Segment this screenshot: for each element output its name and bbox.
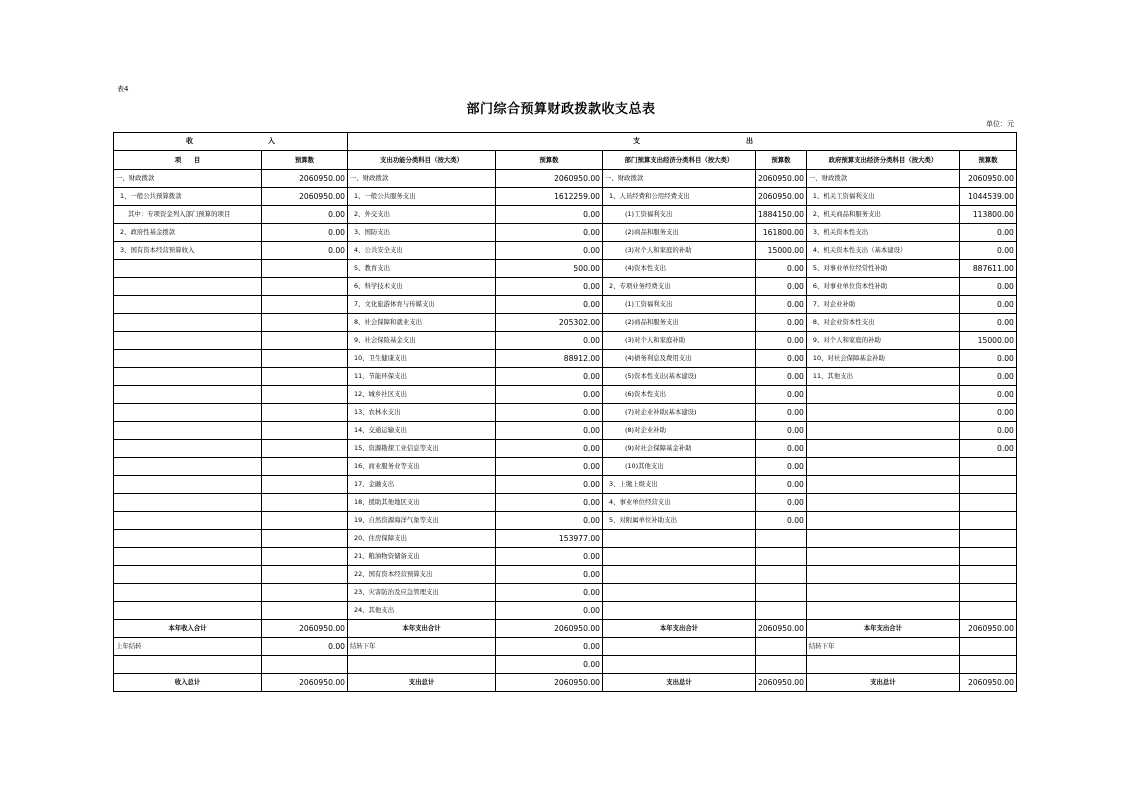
budget-amount-cell: [959, 656, 1016, 674]
budget-amount-cell: 887611.00: [959, 260, 1016, 278]
item-label-cell: [603, 566, 756, 584]
item-label-cell: [806, 602, 959, 620]
item-label-cell: [114, 422, 262, 440]
item-label-cell: (3)对个人和家庭补助: [603, 332, 756, 350]
item-label-cell: 21、粮油物资储备支出: [348, 548, 496, 566]
table-row: [114, 332, 1017, 350]
item-label-cell: 一、财政拨款: [348, 170, 496, 188]
budget-amount-cell: [262, 602, 348, 620]
item-label-cell: [114, 278, 262, 296]
budget-amount-cell: [756, 638, 807, 656]
item-label-cell: [806, 404, 959, 422]
item-label-cell: (4)债务利息及费用支出: [603, 350, 756, 368]
item-label-cell: (5)资本性支出(基本建设): [603, 368, 756, 386]
item-label-cell: 支出总计: [348, 674, 496, 692]
income-section-header: [114, 133, 348, 151]
item-label-cell: (2)商品和服务支出: [603, 314, 756, 332]
table-row: [114, 206, 1017, 224]
table-row: [114, 386, 1017, 404]
item-label-cell: 12、城乡社区支出: [348, 386, 496, 404]
item-label-cell: [114, 368, 262, 386]
budget-amount-cell: [959, 476, 1016, 494]
item-label-cell: 10、对社会保障基金补助: [806, 350, 959, 368]
expense-header-char-2: 出: [746, 137, 753, 145]
budget-amount-cell: 0.00: [496, 332, 603, 350]
budget-amount-cell: 0.00: [756, 386, 807, 404]
budget-amount-cell: [756, 584, 807, 602]
item-label-cell: 7、对企业补助: [806, 296, 959, 314]
budget-amount-cell: [262, 350, 348, 368]
item-label-cell: 3、上缴上级支出: [603, 476, 756, 494]
item-label-cell: [806, 422, 959, 440]
item-label-cell: 23、灾害防治及应急管理支出: [348, 584, 496, 602]
item-label-cell: [806, 440, 959, 458]
budget-amount-cell: [262, 476, 348, 494]
item-label-cell: (1)工资福利支出: [603, 206, 756, 224]
item-label-cell: [114, 458, 262, 476]
item-label-cell: 14、交通运输支出: [348, 422, 496, 440]
table-row: [114, 296, 1017, 314]
budget-amount-cell: [262, 548, 348, 566]
budget-amount-cell: 0.00: [959, 224, 1016, 242]
budget-amount-cell: 0.00: [496, 386, 603, 404]
item-label-cell: 1、一般公共服务支出: [348, 188, 496, 206]
item-label-cell: 收入总计: [114, 674, 262, 692]
item-label-cell: [114, 332, 262, 350]
item-label-cell: 1、人员经费和公用经费支出: [603, 188, 756, 206]
budget-amount-cell: 2060950.00: [262, 674, 348, 692]
item-label-cell: 1、一般公共预算拨款: [114, 188, 262, 206]
budget-amount-cell: 0.00: [262, 242, 348, 260]
item-label-cell: 6、科学技术支出: [348, 278, 496, 296]
item-label-cell: 22、国有资本经营预算支出: [348, 566, 496, 584]
table-row: [114, 224, 1017, 242]
unit-label: 单位：元: [986, 120, 1014, 128]
budget-amount-cell: 0.00: [496, 440, 603, 458]
budget-amount-cell: [262, 386, 348, 404]
item-label-cell: [114, 530, 262, 548]
table-row: [114, 530, 1017, 548]
column-header: 部门预算支出经济分类科目（按大类）: [603, 151, 756, 170]
item-label-cell: [114, 656, 262, 674]
budget-amount-cell: 2060950.00: [959, 620, 1016, 638]
item-label-cell: 5、教育支出: [348, 260, 496, 278]
budget-amount-cell: 1612259.00: [496, 188, 603, 206]
item-label-cell: 17、金融支出: [348, 476, 496, 494]
budget-amount-cell: 0.00: [262, 638, 348, 656]
item-label-cell: 结转下年: [348, 638, 496, 656]
budget-amount-cell: 0.00: [496, 638, 603, 656]
table-number-label: 表4: [117, 85, 129, 93]
budget-amount-cell: 0.00: [756, 278, 807, 296]
budget-amount-cell: 0.00: [756, 404, 807, 422]
item-label-cell: 15、资源勘探工业信息等支出: [348, 440, 496, 458]
item-label-cell: 支出总计: [603, 674, 756, 692]
item-label-cell: 18、援助其他地区支出: [348, 494, 496, 512]
budget-amount-cell: 0.00: [959, 422, 1016, 440]
budget-amount-cell: 0.00: [959, 404, 1016, 422]
budget-amount-cell: 0.00: [496, 242, 603, 260]
budget-amount-cell: [262, 260, 348, 278]
item-label-cell: [114, 476, 262, 494]
item-label-cell: [114, 296, 262, 314]
table-row: [114, 422, 1017, 440]
item-label-cell: [806, 494, 959, 512]
budget-amount-cell: [756, 566, 807, 584]
budget-amount-cell: [262, 332, 348, 350]
item-label-cell: 一、财政拨款: [114, 170, 262, 188]
item-label-cell: 13、农林水支出: [348, 404, 496, 422]
budget-amount-cell: 0.00: [959, 278, 1016, 296]
table-row: [114, 458, 1017, 476]
budget-amount-cell: 0.00: [496, 224, 603, 242]
item-label-cell: [348, 656, 496, 674]
budget-amount-cell: [262, 314, 348, 332]
budget-amount-cell: 0.00: [756, 350, 807, 368]
budget-amount-cell: [262, 296, 348, 314]
item-label-cell: 10、卫生健康支出: [348, 350, 496, 368]
item-label-cell: 6、对事业单位资本性补助: [806, 278, 959, 296]
item-label-cell: [114, 440, 262, 458]
budget-amount-cell: 0.00: [756, 494, 807, 512]
budget-amount-cell: [756, 530, 807, 548]
item-label-cell: [114, 512, 262, 530]
item-label-cell: 11、节能环保支出: [348, 368, 496, 386]
expense-header-char-1: 支: [633, 137, 640, 145]
item-label-cell: (10)其他支出: [603, 458, 756, 476]
budget-amount-cell: 0.00: [496, 422, 603, 440]
budget-amount-cell: 0.00: [756, 476, 807, 494]
item-label-cell: (2)商品和服务支出: [603, 224, 756, 242]
section-header-row: [114, 133, 1017, 151]
budget-amount-cell: 0.00: [756, 296, 807, 314]
item-label-cell: [114, 602, 262, 620]
budget-amount-cell: [756, 656, 807, 674]
item-label-cell: [806, 566, 959, 584]
budget-amount-cell: 0.00: [756, 314, 807, 332]
item-label-cell: 4、事业单位经营支出: [603, 494, 756, 512]
item-label-cell: 结转下年: [806, 638, 959, 656]
column-header: 预算数: [262, 151, 348, 170]
item-label-cell: (7)对企业补助(基本建设): [603, 404, 756, 422]
budget-amount-cell: [262, 278, 348, 296]
item-label-cell: (1)工资福利支出: [603, 296, 756, 314]
carry-row: [114, 638, 1017, 656]
budget-amount-cell: [959, 566, 1016, 584]
budget-amount-cell: [959, 602, 1016, 620]
item-label-cell: 2、政府性基金拨款: [114, 224, 262, 242]
budget-amount-cell: 0.00: [756, 368, 807, 386]
budget-amount-cell: 153977.00: [496, 530, 603, 548]
budget-amount-cell: 2060950.00: [959, 674, 1016, 692]
table-row: [114, 512, 1017, 530]
table-row: [114, 584, 1017, 602]
budget-amount-cell: 0.00: [262, 224, 348, 242]
item-label-cell: 9、社会保险基金支出: [348, 332, 496, 350]
item-label-cell: [806, 386, 959, 404]
expense-section-header: [348, 133, 1017, 151]
table-row: [114, 278, 1017, 296]
table-row: [114, 188, 1017, 206]
item-label-cell: [603, 530, 756, 548]
item-label-cell: [806, 548, 959, 566]
budget-amount-cell: [262, 422, 348, 440]
item-label-cell: 8、对企业资本性支出: [806, 314, 959, 332]
table-row: [114, 170, 1017, 188]
column-header: 预算数: [756, 151, 807, 170]
budget-amount-cell: 0.00: [496, 656, 603, 674]
table-row: [114, 566, 1017, 584]
budget-amount-cell: 0.00: [756, 440, 807, 458]
table-row: [114, 350, 1017, 368]
item-label-cell: 19、自然资源海洋气象等支出: [348, 512, 496, 530]
item-label-cell: 3、国防支出: [348, 224, 496, 242]
column-header: 政府预算支出经济分类科目（按大类）: [806, 151, 959, 170]
budget-amount-cell: 0.00: [756, 332, 807, 350]
table-row: [114, 404, 1017, 422]
item-label-cell: 2、专项业务经费支出: [603, 278, 756, 296]
budget-amount-cell: 113800.00: [959, 206, 1016, 224]
budget-amount-cell: 88912.00: [496, 350, 603, 368]
budget-amount-cell: 0.00: [756, 260, 807, 278]
item-label-cell: (8)对企业补助: [603, 422, 756, 440]
budget-amount-cell: [262, 584, 348, 602]
budget-amount-cell: 0.00: [756, 422, 807, 440]
item-label-cell: [806, 656, 959, 674]
income-header-char-2: 入: [268, 137, 275, 145]
budget-amount-cell: 2060950.00: [959, 170, 1016, 188]
budget-amount-cell: [262, 458, 348, 476]
budget-amount-cell: 0.00: [959, 440, 1016, 458]
budget-amount-cell: [262, 368, 348, 386]
page-title: 部门综合预算财政拨款收支总表: [466, 102, 656, 117]
item-label-cell: 3、机关资本性支出: [806, 224, 959, 242]
annual-total-row: [114, 620, 1017, 638]
item-label-cell: [114, 494, 262, 512]
budget-amount-cell: 0.00: [959, 296, 1016, 314]
item-label-cell: [603, 656, 756, 674]
item-label-cell: 1、机关工资福利支出: [806, 188, 959, 206]
budget-amount-cell: 500.00: [496, 260, 603, 278]
table-row: [114, 548, 1017, 566]
table-row: [114, 602, 1017, 620]
item-label-cell: 一、财政拨款: [603, 170, 756, 188]
item-label-cell: 2、机关商品和服务支出: [806, 206, 959, 224]
item-label-cell: 16、商业服务业等支出: [348, 458, 496, 476]
budget-amount-cell: [959, 548, 1016, 566]
item-label-cell: [806, 584, 959, 602]
table-row: [114, 242, 1017, 260]
budget-amount-cell: [959, 512, 1016, 530]
budget-amount-cell: 2060950.00: [496, 674, 603, 692]
item-label-cell: 5、对附属单位补助支出: [603, 512, 756, 530]
item-label-cell: 本年支出合计: [806, 620, 959, 638]
item-label-cell: (4)资本性支出: [603, 260, 756, 278]
item-label-cell: 7、文化旅游体育与传媒支出: [348, 296, 496, 314]
item-label-cell: (3)对个人和家庭的补助: [603, 242, 756, 260]
budget-amount-cell: 15000.00: [756, 242, 807, 260]
budget-amount-cell: 0.00: [496, 548, 603, 566]
item-label-cell: 其中：专项资金列入部门预算的项目: [114, 206, 262, 224]
budget-amount-cell: 0.00: [496, 296, 603, 314]
budget-amount-cell: [262, 656, 348, 674]
budget-amount-cell: 205302.00: [496, 314, 603, 332]
budget-amount-cell: 0.00: [959, 386, 1016, 404]
item-label-cell: 11、其他支出: [806, 368, 959, 386]
item-label-cell: 4、机关资本性支出（基本建设）: [806, 242, 959, 260]
budget-amount-cell: 0.00: [756, 512, 807, 530]
item-label-cell: 上年结转: [114, 638, 262, 656]
table-row: [114, 260, 1017, 278]
budget-amount-cell: [959, 584, 1016, 602]
item-label-cell: [603, 638, 756, 656]
budget-amount-cell: [262, 512, 348, 530]
budget-amount-cell: 0.00: [496, 584, 603, 602]
column-header: 项 目: [114, 151, 262, 170]
item-label-cell: 9、对个人和家庭的补助: [806, 332, 959, 350]
column-header: 预算数: [496, 151, 603, 170]
item-label-cell: 20、住房保障支出: [348, 530, 496, 548]
budget-amount-cell: 0.00: [959, 242, 1016, 260]
item-label-cell: 一、财政拨款: [806, 170, 959, 188]
budget-amount-cell: 0.00: [496, 476, 603, 494]
budget-amount-cell: 2060950.00: [756, 188, 807, 206]
item-label-cell: [114, 386, 262, 404]
budget-amount-cell: 0.00: [959, 350, 1016, 368]
budget-amount-cell: 0.00: [496, 278, 603, 296]
item-label-cell: [114, 260, 262, 278]
column-header-row: [114, 151, 1017, 170]
budget-amount-cell: 2060950.00: [756, 620, 807, 638]
budget-amount-cell: 161800.00: [756, 224, 807, 242]
table-row: [114, 368, 1017, 386]
budget-amount-cell: 0.00: [959, 368, 1016, 386]
budget-amount-cell: [959, 638, 1016, 656]
budget-amount-cell: [262, 530, 348, 548]
table-row: [114, 494, 1017, 512]
budget-amount-cell: [959, 458, 1016, 476]
budget-amount-cell: 2060950.00: [496, 170, 603, 188]
table-row: [114, 476, 1017, 494]
item-label-cell: [114, 548, 262, 566]
item-label-cell: 2、外交支出: [348, 206, 496, 224]
table-row: [114, 314, 1017, 332]
carry-row: [114, 656, 1017, 674]
item-label-cell: [114, 404, 262, 422]
item-label-cell: 5、对事业单位经常性补助: [806, 260, 959, 278]
budget-amount-cell: 1884150.00: [756, 206, 807, 224]
budget-amount-cell: [262, 494, 348, 512]
budget-amount-cell: 0.00: [496, 206, 603, 224]
budget-amount-cell: [756, 602, 807, 620]
budget-amount-cell: 0.00: [496, 368, 603, 386]
budget-amount-cell: 0.00: [496, 566, 603, 584]
item-label-cell: [806, 530, 959, 548]
budget-amount-cell: 0.00: [496, 494, 603, 512]
budget-amount-cell: [756, 548, 807, 566]
budget-amount-cell: 0.00: [496, 404, 603, 422]
budget-amount-cell: [262, 440, 348, 458]
item-label-cell: [603, 584, 756, 602]
budget-amount-cell: 2060950.00: [262, 620, 348, 638]
budget-amount-cell: 2060950.00: [756, 674, 807, 692]
item-label-cell: [603, 548, 756, 566]
item-label-cell: 支出总计: [806, 674, 959, 692]
item-label-cell: 4、公共安全支出: [348, 242, 496, 260]
budget-amount-cell: 2060950.00: [496, 620, 603, 638]
column-header: 预算数: [959, 151, 1016, 170]
budget-amount-cell: 15000.00: [959, 332, 1016, 350]
budget-amount-cell: 0.00: [496, 512, 603, 530]
table-row: [114, 440, 1017, 458]
item-label-cell: (9)对社会保障基金补助: [603, 440, 756, 458]
column-header: 支出功能分类科目（按大类）: [348, 151, 496, 170]
income-header-char-1: 收: [186, 137, 193, 145]
budget-amount-cell: 2060950.00: [756, 170, 807, 188]
item-label-cell: [114, 566, 262, 584]
budget-amount-cell: 2060950.00: [262, 188, 348, 206]
item-label-cell: 本年支出合计: [348, 620, 496, 638]
budget-amount-cell: 0.00: [496, 458, 603, 476]
budget-amount-cell: 0.00: [262, 206, 348, 224]
item-label-cell: 本年支出合计: [603, 620, 756, 638]
grand-total-row: [114, 674, 1017, 692]
budget-amount-cell: 0.00: [496, 602, 603, 620]
budget-amount-cell: 0.00: [756, 458, 807, 476]
item-label-cell: 24、其他支出: [348, 602, 496, 620]
item-label-cell: [806, 458, 959, 476]
item-label-cell: (6)资本性支出: [603, 386, 756, 404]
item-label-cell: [806, 476, 959, 494]
budget-amount-cell: [959, 530, 1016, 548]
item-label-cell: [806, 512, 959, 530]
item-label-cell: [114, 350, 262, 368]
budget-amount-cell: 0.00: [959, 314, 1016, 332]
item-label-cell: 3、国有资本经营预算收入: [114, 242, 262, 260]
item-label-cell: [603, 602, 756, 620]
item-label-cell: 本年收入合计: [114, 620, 262, 638]
budget-summary-table: [113, 132, 1017, 692]
item-label-cell: [114, 314, 262, 332]
item-label-cell: [114, 584, 262, 602]
budget-amount-cell: 2060950.00: [262, 170, 348, 188]
budget-amount-cell: [262, 404, 348, 422]
budget-amount-cell: [262, 566, 348, 584]
budget-amount-cell: [959, 494, 1016, 512]
budget-amount-cell: 1044539.00: [959, 188, 1016, 206]
item-label-cell: 8、社会保障和就业支出: [348, 314, 496, 332]
